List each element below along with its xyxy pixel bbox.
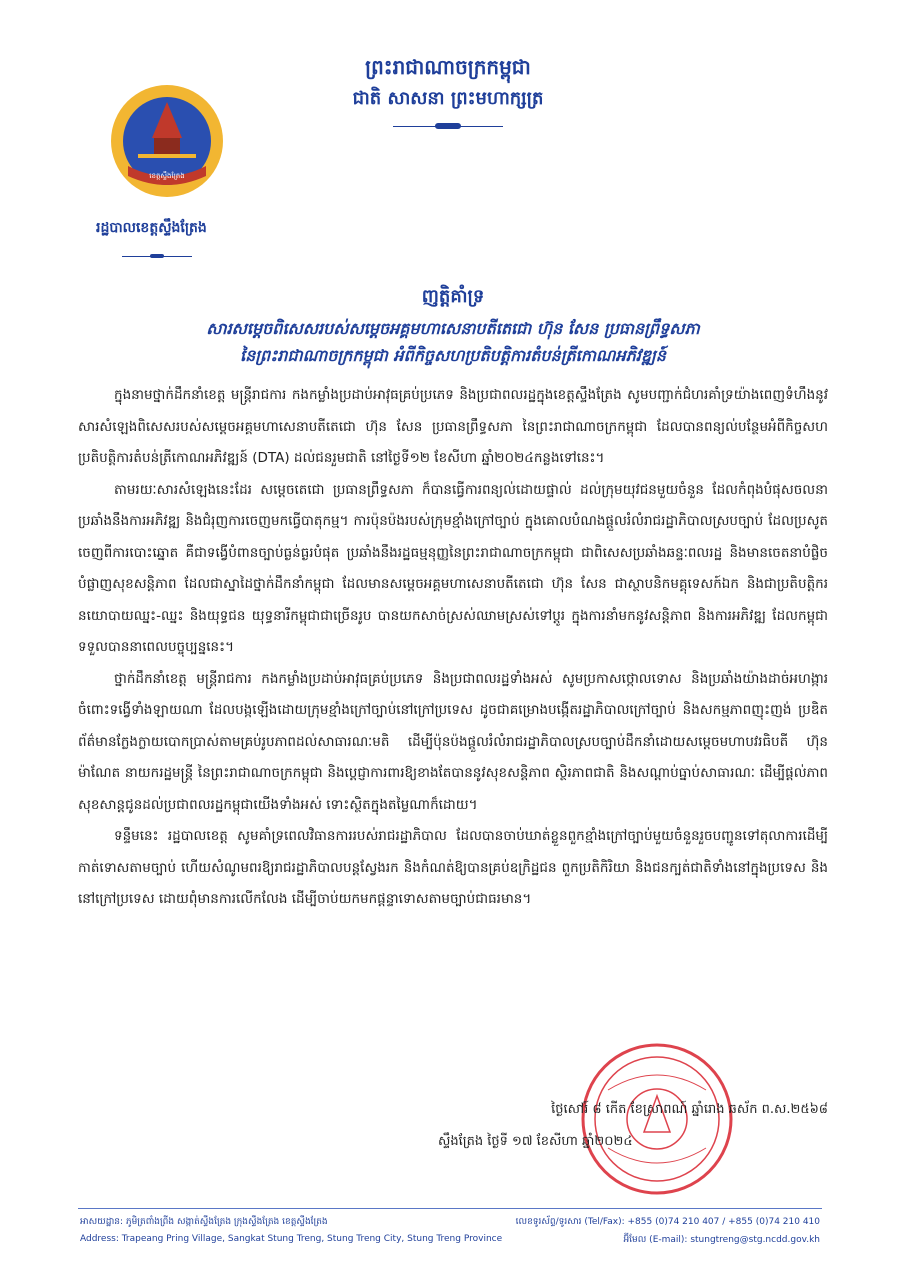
document-subtitle-line2: នៃព្រះរាជាណាចក្រកម្ពុជា អំពីកិច្ចសហប្រតិបត្តិការតំបន់ត្រីកោណអភិវឌ្ឍន៍: [240, 346, 666, 365]
document-title: ញត្តិគាំទ្រ: [421, 286, 485, 307]
letterhead: [318, 50, 578, 130]
footer-divider: [78, 1208, 822, 1209]
paragraph-4: ទន្ទឹមនេះ រដ្ឋបាលខេត្ត សូមគាំទ្រពេលវិធានការរបស់រាជរដ្ឋាភិបាល ដែលបានចាប់ឃាត់ខ្លួនពួកខ្មាំងក្រៅច្បាប់មួយចំនួនរួចបញ្ជូនទៅតុលាការដើម្បីកាត់ទោសតាមច្បាប់ ហើយសំណូមពរឱ្យរាជរដ្ឋាភិបាលបន្តស្វែងរក និងកំណត់ឱ្យបានគ្រប់ឧក្រិដ្ឋជន ពួកប្រតិកិរិយា និងជនក្បត់ជាតិទាំងនៅក្នុងប្រទេស និងនៅក្រៅប្រទេស ដោយពុំមានការលើកលែង ដើម្បីចាប់យកមកផ្តន្ទាទោសតាមច្បាប់ជាធរមាន។: [78, 828, 828, 907]
footer-address-kh: អាសយដ្ឋាន: ភូមិត្រពាំងព្រីង សង្កាត់ស្ទឹងត្រែង ក្រុងស្ទឹងត្រែង ខេត្តស្ទឹងត្រែង: [80, 1217, 328, 1227]
paragraph-1: ក្នុងនាមថ្នាក់ដឹកនាំខេត្ត មន្ត្រីរាជការ កងកម្លាំងប្រដាប់អាវុធគ្រប់ប្រភេទ និងប្រជាពលរដ្ឋក្នុងខេត្តស្ទឹងត្រែង សូមបញ្ជាក់ជំហរគាំទ្រយ៉ាងពេញទំហឹងនូវសារសំឡេងពិសេសរបស់សម្តេចអគ្គមហាសេនាបតីតេជោ ហ៊ុន សែន ប្រធានព្រឹទ្ធសភា នៃព្រះរាជាណាចក្រកម្ពុជា ដែលបានពន្យល់បន្ថែមអំពីកិច្ចសហប្រតិបត្តិការតំបន់ត្រីកោណអភិវឌ្ឍន៍ (DTA) ដល់ជនរួមជាតិ នៅថ្ងៃទី១២ ខែសីហា ឆ្នាំ២០២៤កន្លងទៅនេះ។: [78, 387, 828, 466]
ornament-divider-icon: [122, 254, 192, 258]
footer-address-en: Address: Trapeang Pring Village, Sangkat Stung Treng, Stung Treng City, Stung Treng Province: [80, 1234, 503, 1244]
paragraph-2: តាមរយៈសារសំឡេងនេះដែរ សម្តេចតេជោ ប្រធានព្រឹទ្ធសភា ក៏បានធ្វើការពន្យល់ដោយផ្ទាល់ ដល់ក្រុមយុវជនមួយចំនួន ដែលកំពុងបំផុសចលនាប្រឆាំងនឹងការអភិវឌ្ឍ និងជំរុញការចេញមកធ្វើបាតុកម្ម។ ការប៉ុនប៉ងរបស់ក្រុមខ្មាំងក្រៅច្បាប់ ក្នុងគោលបំណងផ្តួលរំលំរាជរដ្ឋាភិបាលស្របច្បាប់ ដែលប្រសូតចេញពីការបោះឆ្នោត គឺជាទង្វើបំពានច្បាប់ធ្ងន់ធ្ងរបំផុត ប្រឆាំងនឹងរដ្ឋធម្មនុញ្ញនៃព្រះរាជាណាចក្រកម្ពុជា ជាពិសេសប្រឆាំងឆន្ទៈពលរដ្ឋ និងមានចេតនាបំផ្លិចបំផ្លាញសុខសន្តិភាព ដែលជាស្នាដៃថ្នាក់ដឹកនាំកម្ពុជា ដែលមានសម្តេចអគ្គមហាសេនាបតីតេជោ ហ៊ុន សែន ជាស្ថាបនិកមគ្គុទេសក៍ឯក និងជាប្រតិបត្តិករនយោបាយឈ្នះ-ឈ្នះ និងយុទ្ធជន យុទ្ធនារីកម្ពុជាជាច្រើនរូប បានយកសាច់ស្រស់ឈាមស្រស់ទៅប្តូរ ក្នុងការនាំមកនូវសន្តិភាព និងការអភិវឌ្ឍ ដែលកម្ពុជាទទួលបាននាពេលបច្ចុប្បន្ននេះ។: [78, 481, 828, 655]
solar-date: ស្ទឹងត្រែង ថ្ងៃទី ១៧ ខែសីហា ឆ្នាំ២០២៤: [438, 1134, 633, 1149]
issuer-name: រដ្ឋបាលខេត្តស្ទឹងត្រែង: [96, 220, 207, 236]
footer-email: អ៊ីមែល (E-mail): stungtreng@stg.ncdd.gov.kh: [623, 1235, 820, 1245]
document-subtitle-line1: សារសម្តេចពិសេសរបស់សម្តេចអគ្គមហាសេនាបតីតេជោ ហ៊ុន សែន ប្រធានព្រឹទ្ធសភា: [206, 319, 700, 338]
lunar-date: ថ្ងៃសៅរ៍ ៨ កើត ខែស្រាពណ៍ ឆ្នាំរោង ឆស័ក ព.ស.២៥៦៨: [551, 1102, 828, 1117]
date-block: [428, 1094, 828, 1158]
national-motto: ជាតិ សាសនា ព្រះមហាក្សត្រ: [352, 88, 544, 109]
document-body: [78, 380, 828, 916]
kingdom-name: ព្រះរាជាណាចក្រកម្ពុជា: [365, 55, 531, 79]
ornament-divider-icon: [393, 122, 503, 130]
paragraph-3: ថ្នាក់ដឹកនាំខេត្ត មន្ត្រីរាជការ កងកម្លាំងប្រដាប់អាវុធគ្រប់ប្រភេទ និងប្រជាពលរដ្ឋទាំងអស់ សូមប្រកាសថ្កោលទោស និងប្រឆាំងយ៉ាងដាច់អហង្ការចំពោះទង្វើទាំងឡាយណា ដែលបង្កឡើងដោយក្រុមខ្មាំងក្រៅច្បាប់នៅក្រៅប្រទេស ដូចជាគម្រោងបង្កើតរដ្ឋាភិបាលក្រៅច្បាប់ និងសកម្មភាពញុះញង់ ប្រឌិតព័ត៌មានក្លែងក្លាយបោកប្រាស់តាមគ្រប់រូបភាពដល់សាធារណៈមតិ ដើម្បីប៉ុនប៉ងផ្តួលរំលំរាជរដ្ឋាភិបាលស្របច្បាប់ដឹកនាំដោយសម្តេចមហាបវរធិបតី ហ៊ុន ម៉ាណែត នាយករដ្ឋមន្ត្រី នៃព្រះរាជាណាចក្រកម្ពុជា និងប្តេជ្ញាការពារឱ្យខាងតែបាននូវសុខសន្តិភាព ស្ថិរភាពជាតិ និងសណ្តាប់ធ្នាប់សាធារណៈ ដើម្បីផ្តល់ភាពសុខសាន្តជូនដល់ប្រជាពលរដ្ឋកម្ពុជាយើងទាំងអស់ ទោះស្ថិតក្នុងតម្លៃណាក៏ដោយ។: [78, 670, 828, 813]
logo-ribbon-text: ខេត្តស្ទឹងត្រែង: [149, 172, 185, 180]
footer-tel: លេខទូរស័ព្ទ/ទូរសារ (Tel/Fax): +855 (0)74 210 407 / +855 (0)74 210 410: [515, 1217, 820, 1227]
provincial-emblem-logo: [108, 82, 226, 200]
